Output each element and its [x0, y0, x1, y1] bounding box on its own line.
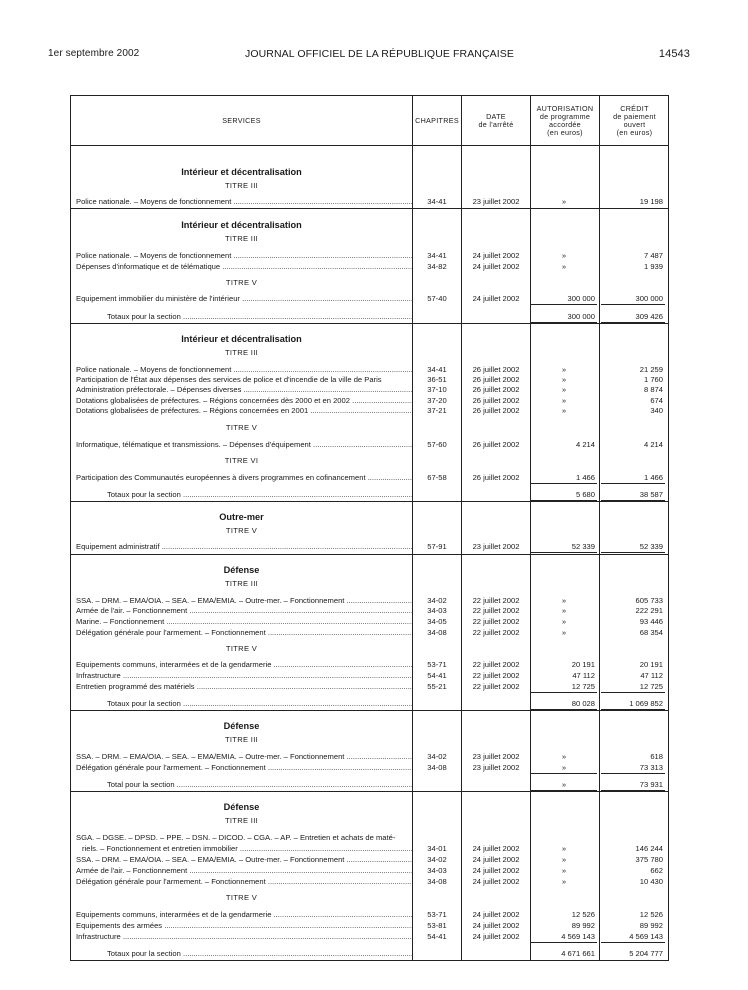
credit-value: 73 313	[639, 763, 663, 772]
autorisation-value: »	[561, 406, 567, 415]
service-label: Délégation générale pour l'armement. – Fonctionnement .....	[76, 876, 413, 887]
table-row	[71, 865, 668, 876]
column-header-date: DATE de l'arrêté	[478, 111, 514, 129]
arrete-date: 24 juillet 2002	[472, 844, 520, 853]
chapter-number: 67-58	[427, 473, 447, 482]
autorisation-value: »	[561, 855, 567, 864]
credit-value: 73 931	[639, 780, 663, 789]
chapter-number: 34-41	[427, 251, 447, 260]
service-label: Equipements communs, interarmées et de la gendarmerie .....	[76, 659, 413, 670]
arrete-date: 24 juillet 2002	[472, 921, 520, 930]
arrete-date: 26 juillet 2002	[472, 385, 520, 394]
table-row	[71, 909, 668, 920]
autorisation-value: »	[561, 877, 567, 886]
autorisation-value: »	[561, 197, 567, 206]
total-underline	[601, 483, 665, 484]
titre-heading: TITRE V	[225, 526, 258, 535]
autorisation-value: 300 000	[567, 294, 595, 303]
ministry-title: Outre-mer	[219, 512, 264, 522]
credit-value: 300 000	[635, 294, 663, 303]
journal-title: JOURNAL OFFICIEL DE LA RÉPUBLIQUE FRANÇAISE	[245, 48, 514, 60]
table-row	[71, 261, 668, 272]
arrete-date: 24 juillet 2002	[472, 262, 520, 271]
credit-value: 8 874	[643, 385, 663, 394]
column-header-chapitres: CHAPITRES	[415, 115, 459, 125]
table-row	[71, 196, 668, 207]
arrete-date: 24 juillet 2002	[472, 855, 520, 864]
table-row	[71, 616, 668, 627]
service-label: Dotations globalisées de préfectures. – Régions concernées dès 2000 et en 2002 .....	[76, 395, 413, 406]
autorisation-value: 47 112	[572, 671, 595, 680]
chapter-number: 53-71	[427, 660, 447, 669]
total-underline	[531, 552, 597, 553]
credit-value: 12 526	[639, 910, 663, 919]
arrete-date: 26 juillet 2002	[472, 473, 520, 482]
arrete-date: 24 juillet 2002	[472, 932, 520, 941]
credit-value: 52 339	[639, 542, 663, 551]
credit-value: 674	[650, 396, 663, 405]
arrete-date: 23 juillet 2002	[472, 197, 520, 206]
credit-value: 618	[650, 752, 663, 761]
header-rule	[71, 145, 668, 146]
chapter-number: 34-03	[427, 606, 447, 615]
service-label: Informatique, télématique et transmissions. – Dépenses d'équipement .....	[76, 439, 413, 450]
service-label: Délégation générale pour l'armement. – Fonctionnement .....	[76, 627, 413, 638]
chapter-number: 55-21	[427, 682, 447, 691]
ministry-title: Défense	[223, 721, 260, 731]
arrete-date: 26 juillet 2002	[472, 406, 520, 415]
service-label: Equipements des armées .....	[76, 920, 413, 931]
section-rule	[71, 554, 668, 555]
table-row	[71, 541, 668, 552]
total-label: Totaux pour la section .....	[107, 948, 413, 959]
credit-value: 68 354	[639, 628, 663, 637]
autorisation-value: 4 569 143	[561, 932, 595, 941]
chapter-number: 53-71	[427, 910, 447, 919]
service-label: Equipement immobilier du ministère de l'intérieur .....	[76, 293, 413, 304]
autorisation-value: 5 680	[575, 490, 595, 499]
table-row	[71, 472, 668, 483]
table-row	[71, 920, 668, 931]
service-label: Administration préfectorale. – Dépenses diverses .....	[76, 384, 413, 395]
table-row	[71, 681, 668, 692]
autorisation-value: »	[561, 844, 567, 853]
service-label: Police nationale. – Moyens de fonctionnement .....	[76, 250, 413, 261]
autorisation-value: 52 339	[571, 542, 595, 551]
autorisation-value: »	[561, 251, 567, 260]
service-label: Armée de l'air. – Fonctionnement .....	[76, 865, 413, 876]
table-row	[71, 843, 668, 854]
arrete-date: 24 juillet 2002	[472, 877, 520, 886]
credit-value: 20 191	[639, 660, 663, 669]
arrete-date: 23 juillet 2002	[472, 542, 520, 551]
arrete-date: 22 juillet 2002	[472, 628, 520, 637]
section-total-row	[71, 489, 668, 500]
table-row	[71, 384, 668, 395]
table-row	[71, 627, 668, 638]
table-row	[71, 405, 668, 416]
arrete-date: 24 juillet 2002	[472, 251, 520, 260]
autorisation-value: 12 725	[571, 682, 595, 691]
autorisation-value: »	[561, 752, 567, 761]
arrete-date: 23 juillet 2002	[472, 763, 520, 772]
section-rule	[71, 791, 668, 792]
arrete-date: 22 juillet 2002	[472, 596, 520, 605]
credit-value: 146 244	[635, 844, 663, 853]
service-label: Equipement administratif .....	[76, 541, 413, 552]
section-total-row	[71, 311, 668, 322]
arrete-date: 24 juillet 2002	[472, 294, 520, 303]
titre-heading: TITRE V	[225, 893, 258, 902]
chapter-number: 36-51	[427, 375, 447, 384]
section-rule	[71, 501, 668, 502]
credit-value: 89 992	[639, 921, 663, 930]
service-label: Participation de l'État aux dépenses des services de police et d'incendie de la ville de Paris	[76, 375, 382, 384]
arrete-date: 26 juillet 2002	[472, 375, 520, 384]
table-row	[71, 659, 668, 670]
total-underline	[601, 942, 665, 943]
credit-value: 1 466	[643, 473, 663, 482]
autorisation-value: »	[561, 375, 567, 384]
arrete-date: 26 juillet 2002	[472, 365, 520, 374]
ministry-title: Intérieur et décentralisation	[181, 220, 302, 230]
total-underline	[531, 304, 597, 305]
service-label: Dotations globalisées de préfectures. – Régions concernées en 2001 .....	[76, 405, 413, 416]
service-label: Equipements communs, interarmées et de la gendarmerie .....	[76, 909, 413, 920]
total-label: Total pour la section .....	[107, 779, 413, 790]
total-label: Totaux pour la section .....	[107, 698, 413, 709]
arrete-date: 22 juillet 2002	[472, 606, 520, 615]
autorisation-value: 12 526	[571, 910, 595, 919]
total-underline	[531, 483, 597, 484]
total-underline	[601, 692, 665, 693]
titre-heading: TITRE III	[224, 816, 259, 825]
total-underline	[531, 942, 597, 943]
section-rule	[71, 710, 668, 711]
table-row	[71, 250, 668, 261]
titre-heading: TITRE VI	[224, 456, 259, 465]
arrete-date: 22 juillet 2002	[472, 660, 520, 669]
autorisation-value: »	[561, 596, 567, 605]
credit-value: 340	[650, 406, 663, 415]
budget-table	[70, 95, 669, 961]
column-divider	[412, 96, 413, 960]
chapter-number: 34-41	[427, 365, 447, 374]
autorisation-value: »	[561, 763, 567, 772]
ministry-title: Intérieur et décentralisation	[181, 334, 302, 344]
credit-value: 10 430	[639, 877, 663, 886]
chapter-number: 34-05	[427, 617, 447, 626]
arrete-date: 22 juillet 2002	[472, 682, 520, 691]
credit-value: 4 569 143	[629, 932, 663, 941]
titre-heading: TITRE III	[224, 348, 259, 357]
chapter-number: 54-41	[427, 671, 447, 680]
autorisation-value: 4 214	[575, 440, 595, 449]
table-row	[71, 670, 668, 681]
autorisation-value: 300 000	[567, 312, 595, 321]
autorisation-value: »	[561, 396, 567, 405]
credit-value: 12 725	[639, 682, 663, 691]
autorisation-value: »	[561, 606, 567, 615]
total-underline	[531, 773, 597, 774]
table-row	[71, 854, 668, 865]
ministry-title: Défense	[223, 565, 260, 575]
autorisation-value: »	[561, 385, 567, 394]
chapter-number: 54-41	[427, 932, 447, 941]
table-row	[71, 931, 668, 942]
chapter-number: 57-91	[427, 542, 447, 551]
arrete-date: 22 juillet 2002	[472, 671, 520, 680]
chapter-number: 34-08	[427, 877, 447, 886]
section-total-row	[71, 698, 668, 709]
chapter-number: 37-10	[427, 385, 447, 394]
credit-value: 1 760	[643, 375, 663, 384]
autorisation-value: 80 028	[571, 699, 595, 708]
service-label: Police nationale. – Moyens de fonctionnement .....	[76, 364, 413, 375]
column-header-autorisation: AUTORISATION de programme accordée (en euros)	[536, 103, 594, 137]
table-row	[71, 832, 668, 843]
service-label: SSA. – DRM. – EMA/OIA. – SEA. – EMA/EMIA. – Outre-mer. – Fonctionnement .....	[76, 854, 413, 865]
chapter-number: 34-08	[427, 763, 447, 772]
section-rule	[71, 208, 668, 209]
total-underline	[601, 304, 665, 305]
column-header-services: SERVICES	[222, 115, 261, 125]
autorisation-value: 4 671 661	[561, 949, 595, 958]
ministry-title: Défense	[223, 802, 260, 812]
column-divider	[599, 96, 600, 960]
chapter-number: 34-08	[427, 628, 447, 637]
chapter-number: 34-41	[427, 197, 447, 206]
titre-heading: TITRE V	[225, 423, 258, 432]
chapter-number: 34-02	[427, 752, 447, 761]
autorisation-value: »	[561, 262, 567, 271]
titre-heading: TITRE V	[225, 278, 258, 287]
arrete-date: 24 juillet 2002	[472, 910, 520, 919]
table-row	[71, 751, 668, 762]
total-label: Totaux pour la section .....	[107, 311, 413, 322]
credit-value: 7 487	[643, 251, 663, 260]
autorisation-value: »	[561, 628, 567, 637]
credit-value: 93 446	[639, 617, 663, 626]
service-label: Infrastructure .....	[76, 931, 413, 942]
total-underline	[531, 692, 597, 693]
credit-value: 4 214	[643, 440, 663, 449]
chapter-number: 34-02	[427, 855, 447, 864]
service-label: Dépenses d'informatique et de télématique .....	[76, 261, 413, 272]
credit-value: 19 198	[639, 197, 663, 206]
service-label: SSA. – DRM. – EMA/OIA. – SEA. – EMA/EMIA. – Outre-mer. – Fonctionnement .....	[76, 595, 413, 606]
chapter-number: 34-02	[427, 596, 447, 605]
table-row	[71, 293, 668, 304]
autorisation-value: »	[561, 780, 567, 789]
table-row	[71, 605, 668, 616]
service-label: Police nationale. – Moyens de fonctionnement .....	[76, 196, 413, 207]
credit-value: 375 780	[635, 855, 663, 864]
chapter-number: 34-82	[427, 262, 447, 271]
credit-value: 5 204 777	[629, 949, 663, 958]
column-divider	[461, 96, 462, 960]
titre-heading: TITRE III	[224, 735, 259, 744]
autorisation-value: 20 191	[571, 660, 595, 669]
credit-value: 222 291	[635, 606, 663, 615]
credit-value: 605 733	[635, 596, 663, 605]
credit-value: 38 587	[639, 490, 663, 499]
autorisation-value: »	[561, 617, 567, 626]
autorisation-value: 89 992	[571, 921, 595, 930]
chapter-number: 57-60	[427, 440, 447, 449]
total-label: Totaux pour la section .....	[107, 489, 413, 500]
service-label: Infrastructure .....	[76, 670, 413, 681]
autorisation-value: 1 466	[575, 473, 595, 482]
service-label: Armée de l'air. – Fonctionnement .....	[76, 605, 413, 616]
credit-value: 1 069 852	[629, 699, 663, 708]
section-rule	[71, 323, 668, 324]
table-row	[71, 762, 668, 773]
service-label: Marine. – Fonctionnement .....	[76, 616, 413, 627]
service-label: SGA. – DGSE. – DPSD. – PPE. – DSN. – DICOD. – CGA. – AP. – Entretien et achats de maté-	[76, 833, 396, 842]
total-underline	[601, 552, 665, 553]
chapter-number: 37-21	[427, 406, 447, 415]
service-label: SSA. – DRM. – EMA/OIA. – SEA. – EMA/EMIA. – Outre-mer. – Fonctionnement .....	[76, 751, 413, 762]
chapter-number: 34-03	[427, 866, 447, 875]
arrete-date: 23 juillet 2002	[472, 752, 520, 761]
chapter-number: 37-20	[427, 396, 447, 405]
service-label: Participation des Communautés européennes à divers programmes en cofinancement .....	[76, 472, 413, 483]
credit-value: 47 112	[640, 671, 663, 680]
arrete-date: 24 juillet 2002	[472, 866, 520, 875]
chapter-number: 57-40	[427, 294, 447, 303]
titre-heading: TITRE III	[224, 181, 259, 190]
chapter-number: 53-81	[427, 921, 447, 930]
arrete-date: 26 juillet 2002	[472, 396, 520, 405]
titre-heading: TITRE V	[225, 644, 258, 653]
section-total-row	[71, 779, 668, 790]
autorisation-value: »	[561, 365, 567, 374]
credit-value: 662	[650, 866, 663, 875]
service-label: Entretien programmé des matériels .....	[76, 681, 413, 692]
titre-heading: TITRE III	[224, 234, 259, 243]
credit-value: 1 939	[643, 262, 663, 271]
autorisation-value: »	[561, 866, 567, 875]
credit-value: 21 259	[639, 365, 663, 374]
service-label: riels. – Fonctionnement et entretien immobilier .....	[82, 843, 413, 854]
ministry-title: Intérieur et décentralisation	[181, 167, 302, 177]
credit-value: 309 426	[635, 312, 663, 321]
section-total-row	[71, 948, 668, 959]
service-label: Délégation générale pour l'armement. – Fonctionnement .....	[76, 762, 413, 773]
arrete-date: 22 juillet 2002	[472, 617, 520, 626]
table-row	[71, 876, 668, 887]
page-number: 14543	[658, 48, 690, 60]
total-underline	[601, 773, 665, 774]
titre-heading: TITRE III	[224, 579, 259, 588]
page-date: 1er septembre 2002	[48, 48, 140, 59]
chapter-number: 34-01	[427, 844, 447, 853]
arrete-date: 26 juillet 2002	[472, 440, 520, 449]
column-divider	[530, 96, 531, 960]
column-header-credit: CRÉDIT de paiement ouvert (en euros)	[613, 103, 656, 137]
table-row	[71, 439, 668, 450]
